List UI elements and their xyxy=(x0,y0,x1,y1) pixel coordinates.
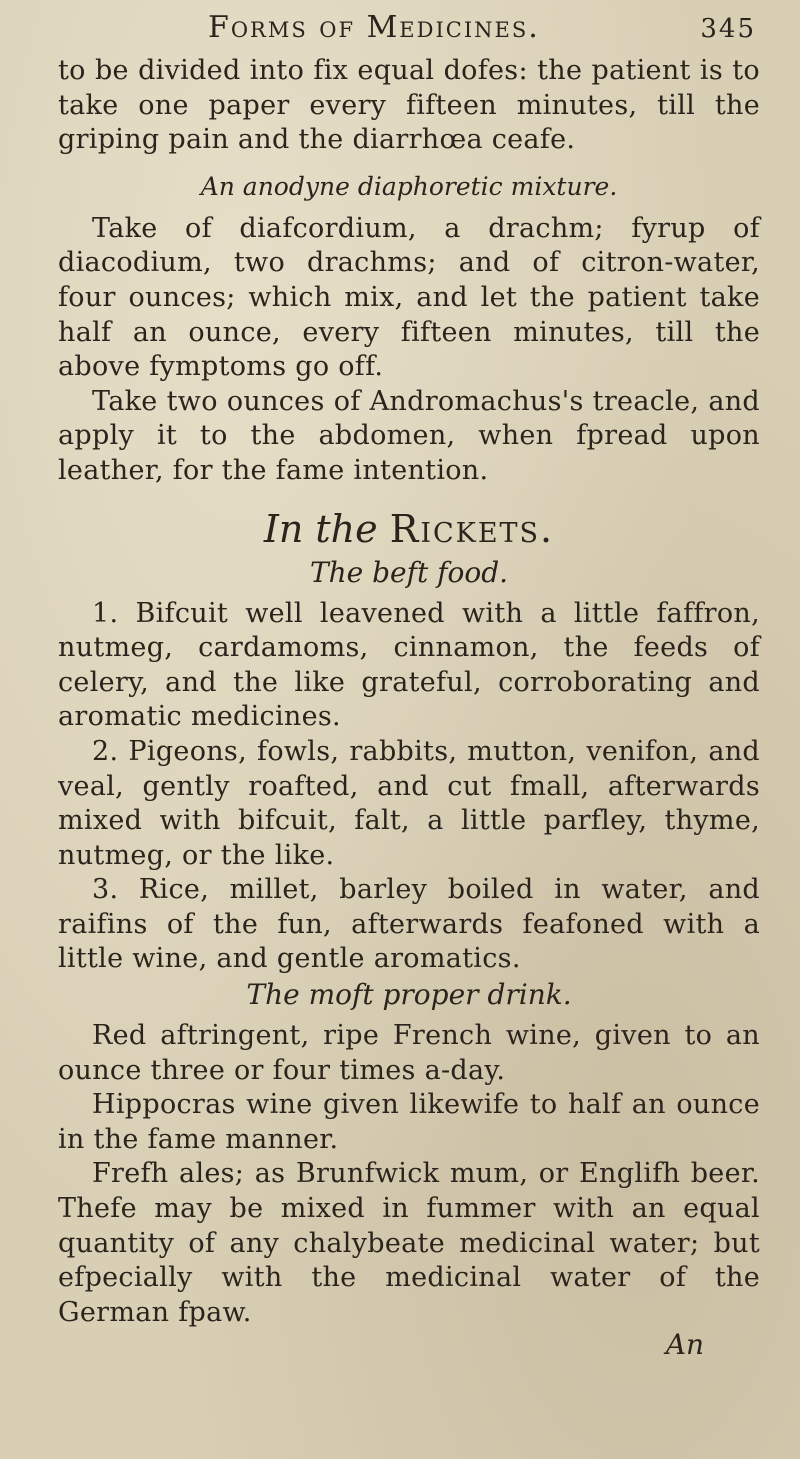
anodyne-paragraph-1: Take of diafcordium, a drachm; fyrup of diacodium, two drachms; and of citron-water, four ounces; which mix, and let the patient take half an ounce, every fifteen minutes, till the above fymptoms go off. xyxy=(58,212,760,383)
rickets-heading-lead: In the xyxy=(263,506,378,551)
drink-item-1: Red aftringent, ripe French wine, given to an ounce three or four times a-day. xyxy=(58,1020,760,1086)
section-heading-anodyne: An anodyne diaphoretic mixture. xyxy=(200,171,618,201)
subheading-proper-drink: The moft proper drink. xyxy=(246,978,572,1012)
catchword: An xyxy=(665,1328,704,1362)
anodyne-paragraph-2: Take two ounces of Andromachus's treacle, and apply it to the abdomen, when fpread upon leather, for the fame intention. xyxy=(58,385,760,486)
opening-paragraph: to be divided into fix equal dofes: the patient is to take one paper every fifteen minutes, till the griping pain and the diarrhœa ceafe. xyxy=(58,55,760,156)
food-item-1: 1. Bifcuit well leavened with a little faffron, nutmeg, cardamoms, cinnamon, the feeds of celery, and the like grateful, corroborating and aromatic medicines. xyxy=(58,597,760,733)
drink-item-2: Hippocras wine given likewife to half an ounce in the fame manner. xyxy=(58,1089,760,1155)
drink-item-3: Frefh ales; as Brunfwick mum, or Englifh beer. Thefe may be mixed in fummer with an equal quantity of any chalybeate medicinal water; but efpecially with the medicinal water of the German fpaw. xyxy=(58,1158,760,1328)
food-item-3: 3. Rice, millet, barley boiled in water, and raifins of the fun, afterwards feafoned with a little wine, and gentle aromatics. xyxy=(58,874,760,975)
subheading-best-food: The beft food. xyxy=(309,555,509,589)
running-title: Forms of Medicines. xyxy=(208,10,540,45)
rickets-heading-caps: Rickets. xyxy=(389,506,555,551)
running-head xyxy=(58,10,760,54)
page-number: 345 xyxy=(700,14,756,44)
section-heading-rickets xyxy=(58,507,760,551)
food-item-2: 2. Pigeons, fowls, rabbits, mutton, venifon, and veal, gently roafted, and cut fmall, afterwards mixed with bifcuit, falt, a little parfley, thyme, nutmeg, or the like. xyxy=(58,735,760,871)
